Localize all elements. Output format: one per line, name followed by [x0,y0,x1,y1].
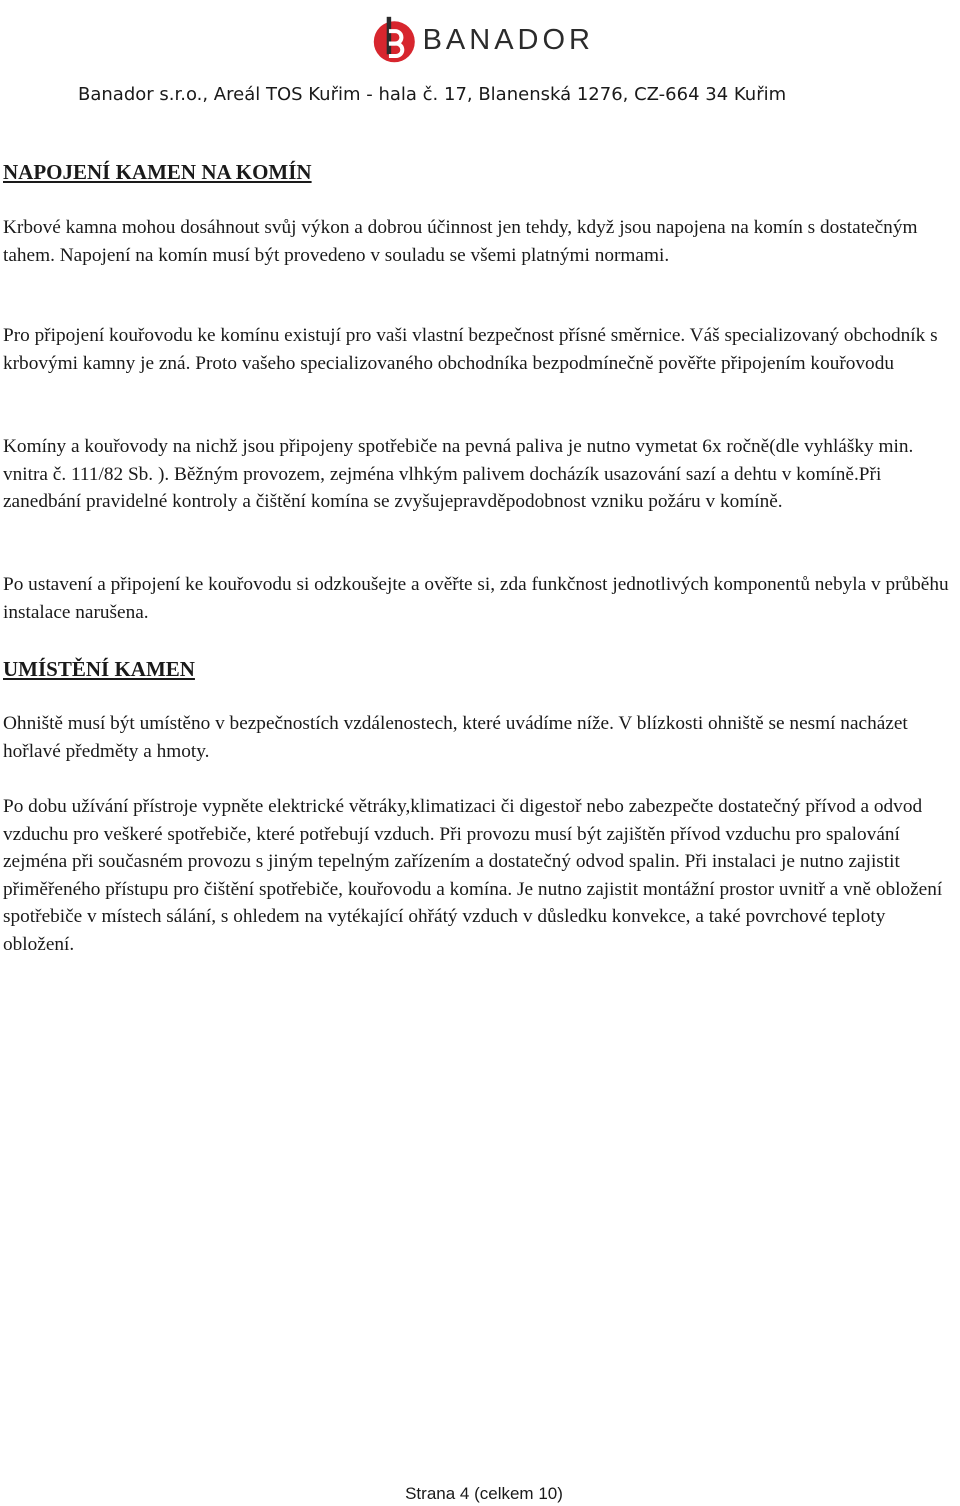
paragraph: Krbové kamna mohou dosáhnout svůj výkon a dobrou účinnost jen tehdy, když jsou napojena na komín s dostatečným tahem. Napojení na komín musí být provedeno v souladu se všemi platnými normami. [3,217,918,266]
banador-logo [372,6,594,74]
page-number: Strana 4 (celkem 10) [405,1484,563,1503]
page-header [0,0,960,112]
paragraph: Ohniště musí být umístěno v bezpečnostích vzdálenostech, které uvádíme níže. V blízkosti ohniště se nesmí nacházet hořlavé předměty a hmoty. [3,713,908,762]
paragraph: Pro připojení kouřovodu ke komínu existují pro vaši vlastní bezpečnost přísné směrnice. Váš specializovaný obchodník s krbovými kamny je zná. Proto vašeho specializovaného obchodníka bezpodmínečně pověřte připojením kouřovodu [3,325,938,374]
logo-text: BANADOR [422,23,594,56]
paragraph: Po ustavení a připojení ke kouřovodu si odzkoušejte a ověřte si, zda funkčnost jednotlivých komponentů nebyla v průběhu instalace narušena. [3,574,949,623]
section-title-chimney: NAPOJENÍ KAMEN NA KOMÍN [3,160,312,184]
banador-logo-icon [372,12,417,68]
section-title-placement: UMÍSTĚNÍ KAMEN [3,657,195,681]
paragraph: Po dobu užívání přístroje vypněte elektrické větráky,klimatizaci či digestoř nebo zabezpečte dostatečný přívod a odvod vzduchu pro veškeré spotřebiče, které potřebují vzduch. Při provozu musí být zajištěn přívod vzduchu pro spalování zejména při současném provozu s jiným tepelným zařízením a dostatečný odvod spalin. Při instalaci je nutno zajistit přiměřeného přístupu pro čištění spotřebiče, kouřovodu a komína. Je nutno zajistit montážní prostor uvnitř a vně obložení spotřebiče v místech sálání, s ohledem na vytékající ohřátý vzduch v důsledku konvekce, a také povrchové teploty obložení. [3,796,943,955]
paragraph: Komíny a kouřovody na nichž jsou připojeny spotřebiče na pevná paliva je nutno vymetat 6x ročně(dle vyhlášky min. vnitra č. 111/82 Sb. ). Běžným provozem, zejména vlhkým palivem docházík usazování sazí a dehtu v komíně.Při zanedbání pravidelné kontroly a čištění komína se zvyšujepravděpodobnost vzniku požáru v komíně. [3,436,914,513]
company-address: Banador s.r.o., Areál TOS Kuřim - hala č. 17, Blanenská 1276, CZ-664 34 Kuřim [78,84,787,105]
